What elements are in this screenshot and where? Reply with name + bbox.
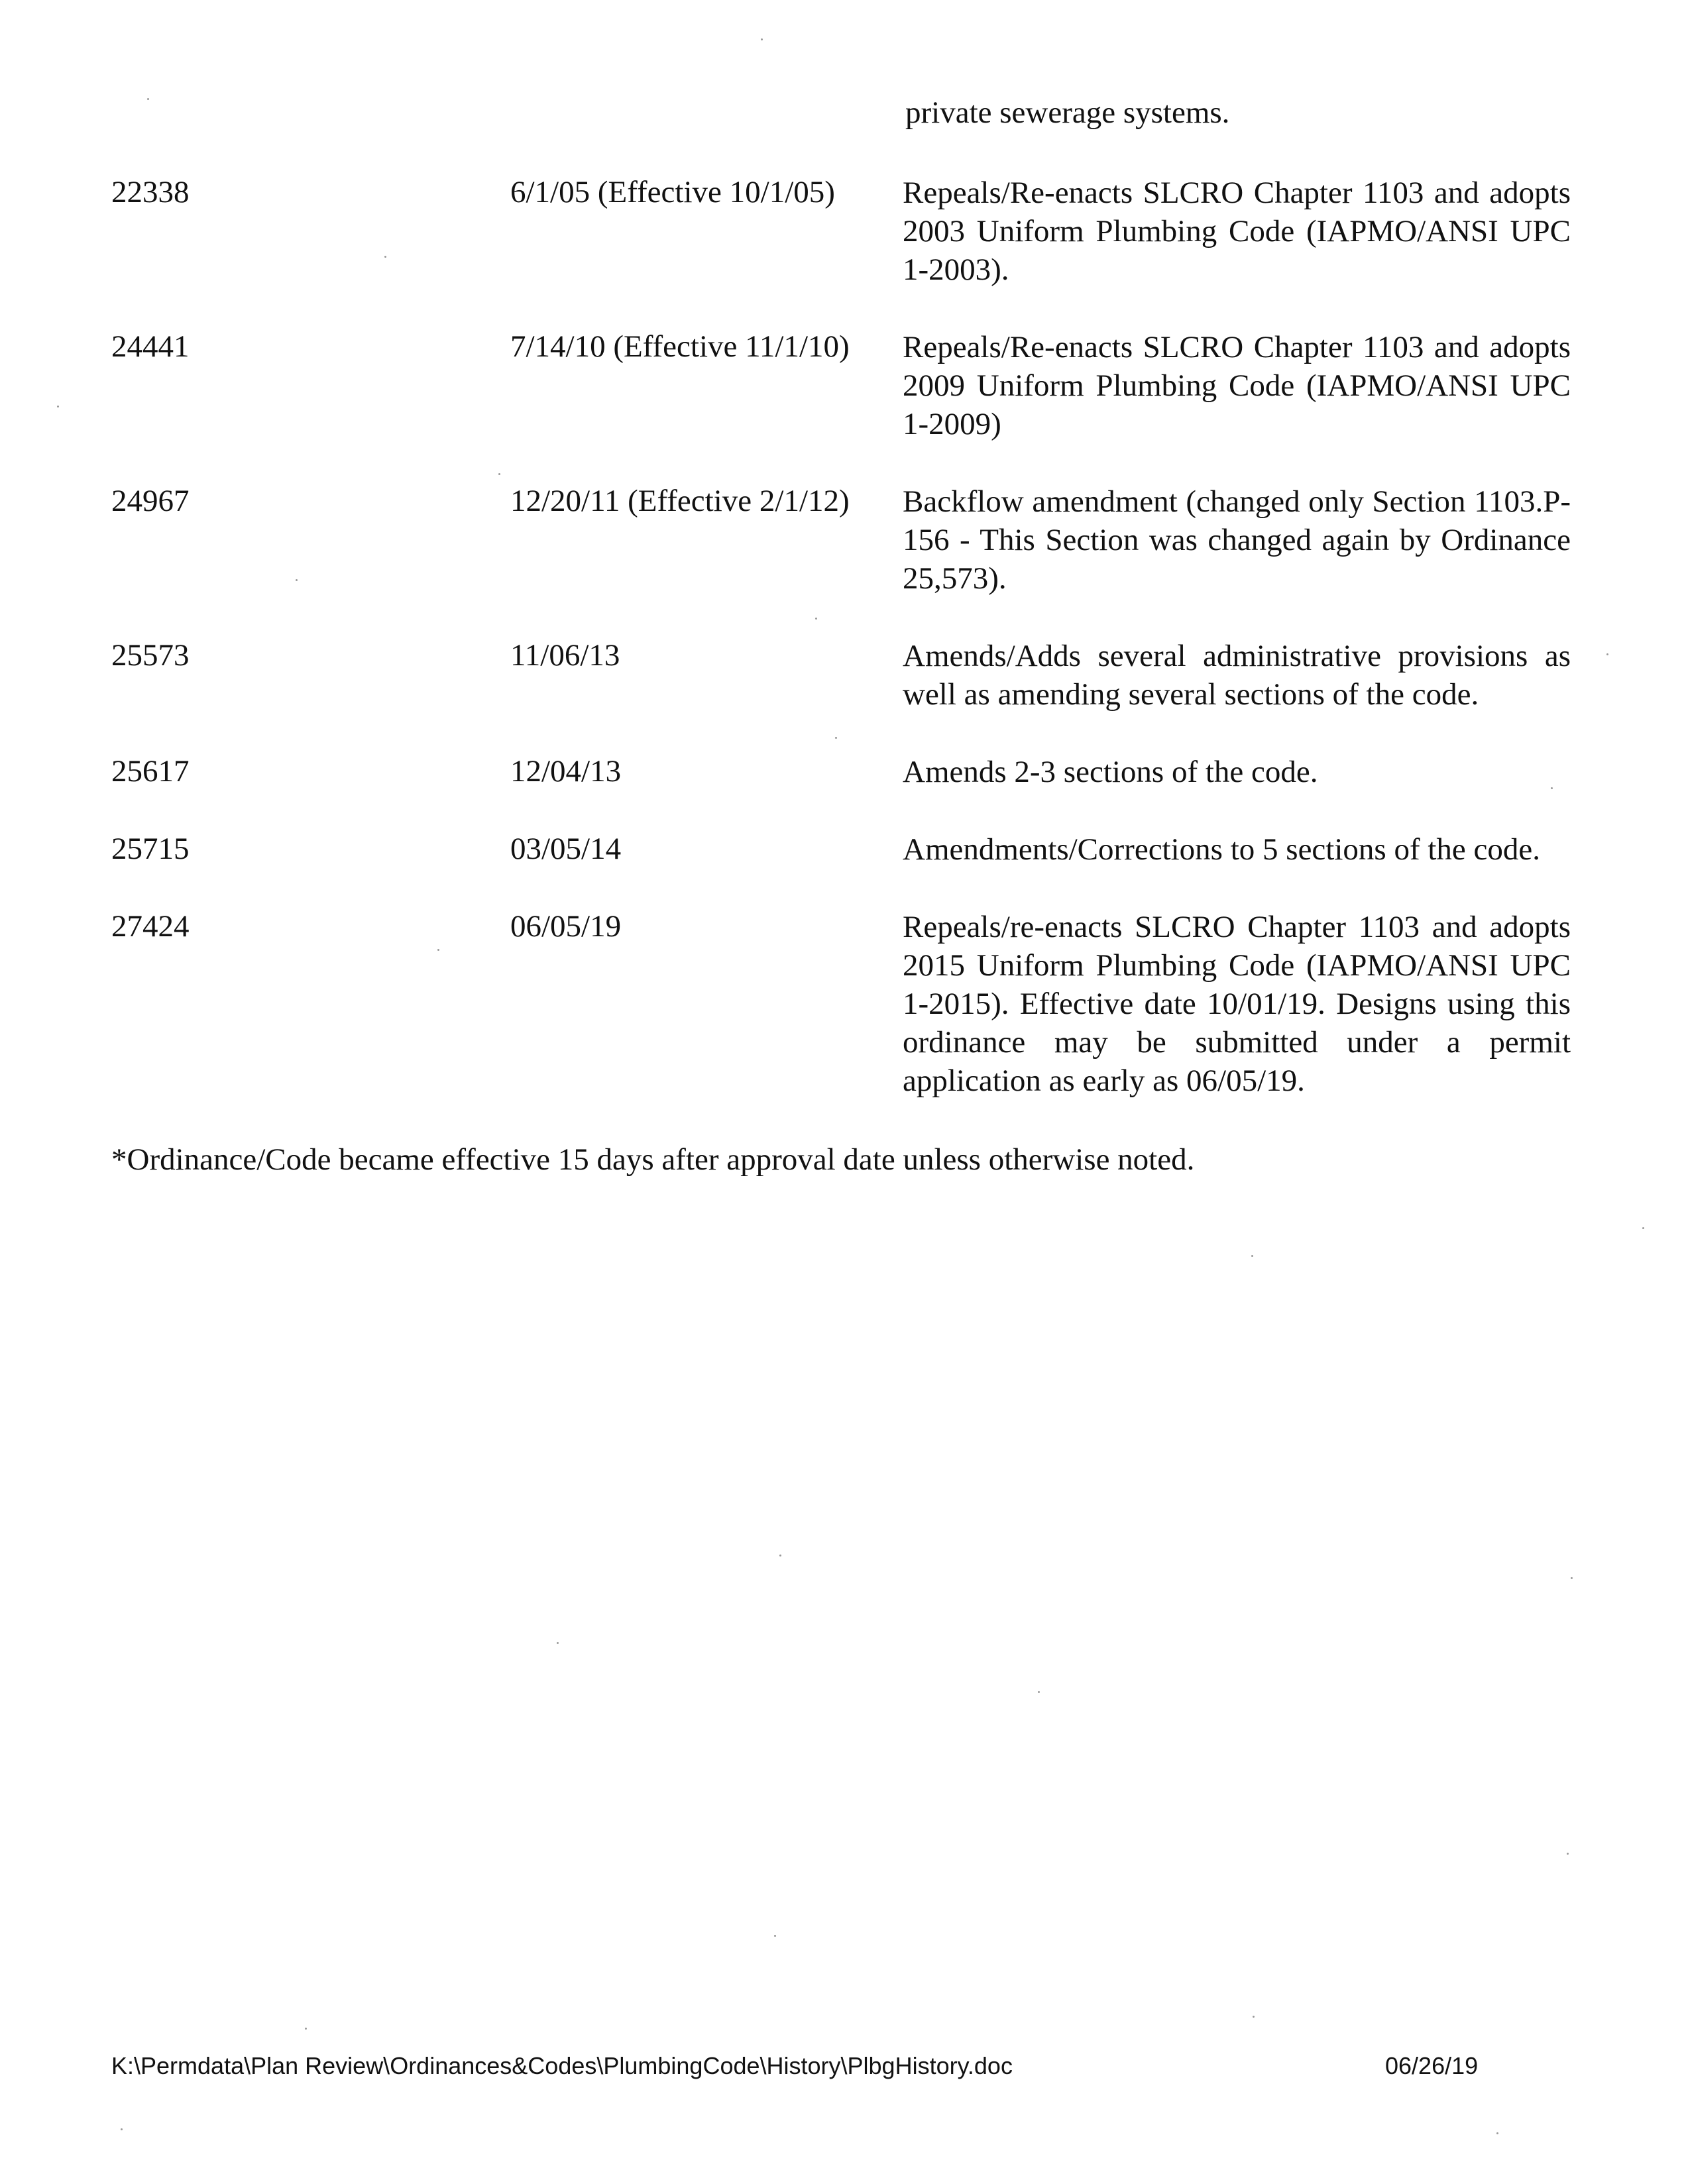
scan-speck [761, 38, 763, 40]
scan-speck [1038, 1691, 1040, 1693]
scan-speck [384, 256, 386, 258]
ordinance-number: 25715 [111, 832, 190, 866]
ordinance-description: Amends 2-3 sections of the code. [903, 755, 1318, 789]
ordinance-number: 24441 [111, 329, 190, 364]
ordinance-number: 22338 [111, 175, 190, 209]
scan-speck [557, 1642, 559, 1644]
footer-date: 06/26/19 [1385, 2052, 1479, 2079]
scan-speck [1642, 1227, 1644, 1229]
ordinance-number: 25617 [111, 754, 190, 789]
scan-speck [1253, 2016, 1255, 2018]
scan-speck [296, 579, 298, 581]
scan-speck [774, 1935, 776, 1937]
continuation-text: private sewerage systems. [905, 95, 1230, 130]
scan-speck [305, 2028, 307, 2030]
scan-speck [1567, 1853, 1569, 1855]
scan-speck [1551, 787, 1553, 789]
ordinance-description: Amendments/Corrections to 5 sections of the code. [903, 832, 1540, 867]
scan-speck [121, 2128, 123, 2130]
scan-speck [437, 949, 439, 951]
approval-date: 12/04/13 [510, 754, 622, 789]
approval-date: 6/1/05 (Effective 10/1/05) [510, 175, 835, 209]
approval-date: 7/14/10 (Effective 11/1/10) [510, 329, 850, 364]
scan-speck [1571, 1577, 1573, 1579]
ordinance-description: Repeals/re-enacts SLCRO Chapter 1103 and adopts 2015 Uniform Plumbing Code (IAPMO/ANSI UPC 1-2015). Effective date 10/01/19. Designs using this ordinance may be submitted under a permit application as early as 06/05/19. [903, 910, 1571, 1098]
footer-file-path: K:\Permdata\Plan Review\Ordinances&Codes\PlumbingCode\History\PlbgHistory.doc [111, 2052, 1013, 2079]
ordinance-number: 25573 [111, 638, 190, 673]
scan-speck [1251, 1255, 1253, 1257]
approval-date: 03/05/14 [510, 832, 622, 866]
scan-speck [1496, 2132, 1498, 2134]
scan-speck [779, 1555, 781, 1556]
ordinance-description: Backflow amendment (changed only Section 1103.P-156 - This Section was changed again by Ordinance 25,573). [903, 484, 1571, 596]
approval-date: 06/05/19 [510, 909, 622, 944]
scan-speck [57, 406, 59, 408]
approval-date: 12/20/11 (Effective 2/1/12) [510, 484, 850, 518]
ordinance-description: Amends/Adds several administrative provisions as well as amending several sections of the code. [903, 639, 1571, 712]
ordinance-description: Repeals/Re-enacts SLCRO Chapter 1103 and adopts 2003 Uniform Plumbing Code (IAPMO/ANSI UPC 1-2003). [903, 176, 1571, 287]
ordinance-description: Repeals/Re-enacts SLCRO Chapter 1103 and adopts 2009 Uniform Plumbing Code (IAPMO/ANSI UPC 1-2009) [903, 330, 1571, 441]
effective-date-footnote: *Ordinance/Code became effective 15 days after approval date unless otherwise noted. [111, 1142, 1195, 1177]
ordinance-number: 27424 [111, 909, 190, 944]
scan-speck [498, 473, 500, 475]
scan-speck [815, 618, 817, 620]
ordinance-number: 24967 [111, 484, 190, 518]
scan-speck [1606, 653, 1608, 655]
scan-speck [835, 737, 837, 739]
approval-date: 11/06/13 [510, 638, 620, 673]
scan-speck [147, 98, 149, 100]
